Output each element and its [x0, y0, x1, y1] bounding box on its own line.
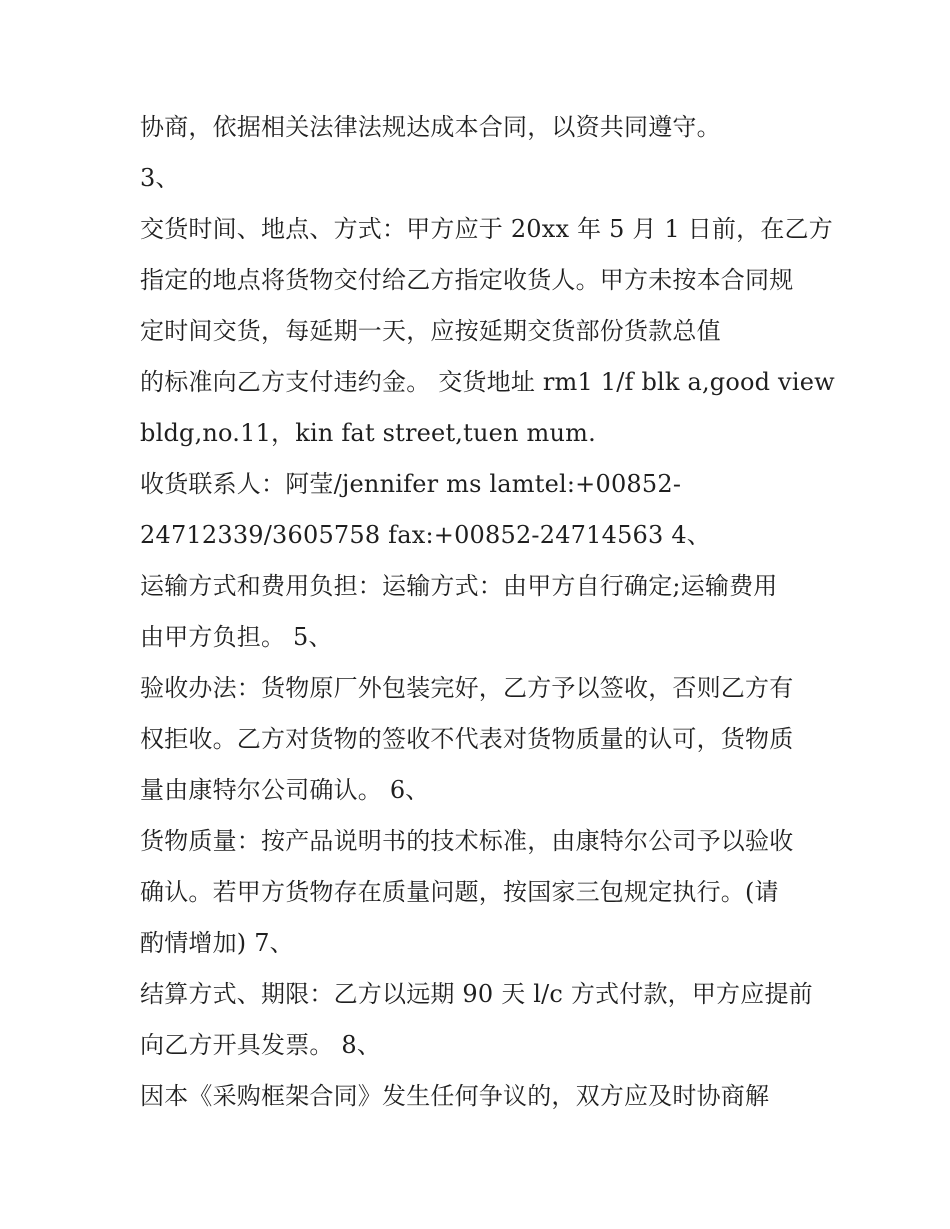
text-line: 交货时间、地点、方式：甲方应于 20xx 年 5 月 1 日前，在乙方 — [140, 215, 833, 243]
text-line: 定时间交货，每延期一天，应按延期交货部份货款总值 — [140, 317, 721, 345]
text-line: 运输方式和费用负担：运输方式：由甲方自行确定;运输费用 — [140, 572, 778, 600]
text-line: 协商，依据相关法律法规达成本合同，以资共同遵守。 — [140, 113, 721, 141]
text-line: 量由康特尔公司确认。 6、 — [140, 776, 430, 804]
text-line: 向乙方开具发票。 8、 — [140, 1031, 382, 1059]
text-line: 确认。若甲方货物存在质量问题，按国家三包规定执行。(请 — [140, 878, 779, 906]
text-line: 酌情增加) 7、 — [140, 929, 294, 957]
text-line: 3、 — [140, 164, 180, 192]
text-line: 货物质量：按产品说明书的技术标准，由康特尔公司予以验收 — [140, 827, 794, 855]
text-line: 由甲方负担。 5、 — [140, 623, 333, 651]
contract-text-block — [140, 102, 835, 1122]
text-line: 指定的地点将货物交付给乙方指定收货人。甲方未按本合同规 — [140, 266, 794, 294]
text-line: 验收办法：货物原厂外包装完好，乙方予以签收，否则乙方有 — [140, 674, 794, 702]
text-line: bldg,no.11，kin fat street,tuen mum. — [140, 419, 596, 447]
text-line: 24712339/3605758 fax:+00852-24714563 4、 — [140, 521, 711, 549]
text-line: 因本《采购框架合同》发生任何争议的，双方应及时协商解 — [140, 1082, 770, 1110]
text-line: 结算方式、期限：乙方以远期 90 天 l/c 方式付款，甲方应提前 — [140, 980, 813, 1008]
text-line: 权拒收。乙方对货物的签收不代表对货物质量的认可，货物质 — [140, 725, 794, 753]
text-line: 的标准向乙方支付违约金。 交货地址 rm1 1/f blk a,good view — [140, 368, 835, 396]
text-line: 收货联系人：阿莹/jennifer ms lamtel:+00852- — [140, 470, 682, 498]
